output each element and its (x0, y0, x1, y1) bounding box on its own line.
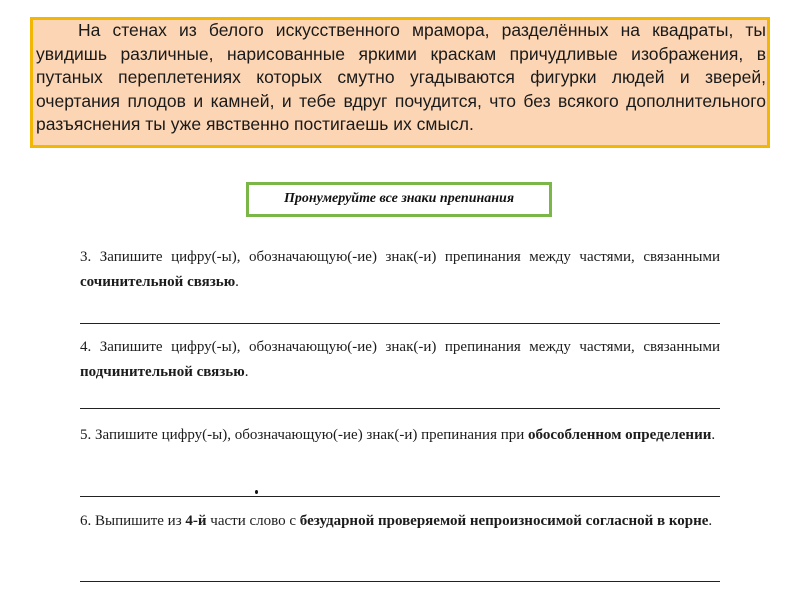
task-4-term: подчинительной связью (80, 364, 245, 380)
instruction-text: Пронумеруйте все знаки препинания (283, 191, 515, 206)
task-6-text-2: части слово с (206, 513, 300, 529)
answer-line-5[interactable] (80, 496, 720, 497)
task-3-term: сочинительной связью (80, 274, 236, 290)
passage-text: На стенах из белого искусственного мрамора, разделённых на квадраты, ты увидишь различные, нарисованные яркими краскам причудливые изображения, в путаных переплетениях которых смутно угадываются фигурки людей и зверей, очертания плодов и камней, и тебе вдруг почудится, что без всякого дополнительного разъяснения ты уже явственно постигаешь их смысл. (36, 20, 766, 134)
task-5-text: 5. Запишите цифру(-ы), обозначающую(-ие) знак(-и) препинания при (80, 427, 529, 443)
ink-mark (255, 490, 258, 494)
task-4-end: . (244, 364, 249, 380)
answer-line-3[interactable] (80, 323, 720, 324)
task-6-text: 6. Выпишите из (80, 513, 186, 529)
task-5 (80, 423, 720, 448)
instruction-box (246, 182, 552, 217)
task-4-text: 4. Запишите цифру(-ы), обозначающую(-ие) знак(-и) препинания между частями, связанными (80, 339, 720, 355)
task-6-part: 4-й (185, 513, 207, 529)
task-5-term: обособленном определении (528, 427, 712, 443)
task-5-end: . (711, 427, 716, 443)
task-4 (80, 335, 720, 385)
answer-line-4[interactable] (80, 408, 720, 409)
task-6 (80, 509, 720, 534)
task-6-end: . (708, 513, 713, 529)
answer-line-6[interactable] (80, 581, 720, 582)
task-6-term: безударной проверяемой непроизносимой согласной в корне (299, 513, 709, 529)
task-3-end: . (235, 274, 239, 290)
task-3 (80, 245, 720, 295)
task-3-text: 3. Запишите цифру(-ы), обозначающую(-ие) знак(-и) препинания между частями, связанными (80, 249, 720, 265)
